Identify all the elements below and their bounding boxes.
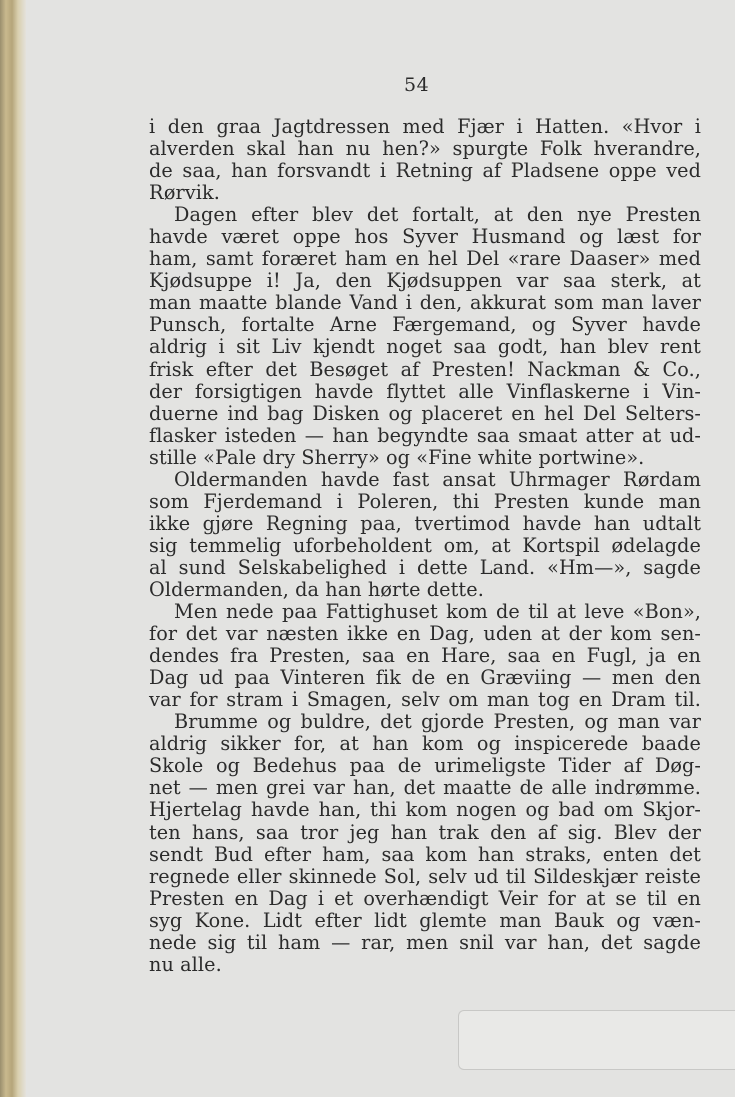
body-text (149, 116, 701, 976)
text-line: Oldermanden havde fast ansat Uhrmager Rørdam (174, 467, 701, 491)
text-line: Skole og Bedehus paa de urimeligste Tider af Døg- (149, 754, 701, 778)
text-line: sendt Bud efter ham, saa kom han straks, enten det (149, 842, 701, 866)
text-line: som Fjerdemand i Poleren, thi Presten kunde man (149, 489, 701, 513)
text-line: Punsch, fortalte Arne Færgemand, og Syver havde (149, 313, 701, 337)
text-line: duerne ind bag Disken og placeret en hel Del Selters- (149, 401, 701, 425)
text-line: Brumme og buldre, det gjorde Presten, og man var (174, 710, 701, 734)
text-line: dendes fra Presten, saa en Hare, saa en Fugl, ja en (149, 644, 701, 668)
text-line: ham, samt foræret ham en hel Del «rare Daaser» med (149, 247, 701, 271)
text-line: sig temmelig uforbeholdent om, at Kortspil ødelagde (149, 533, 701, 557)
text-line: flasker isteden — han begyndte saa smaat atter at ud- (149, 423, 701, 447)
text-line: Rørvik. (149, 181, 220, 205)
text-line: aldrig sikker for, at han kom og inspicerede baade (149, 732, 701, 756)
text-line: stille «Pale dry Sherry» og «Fine white portwine». (149, 445, 645, 469)
library-stamp (458, 1010, 735, 1070)
text-line: frisk efter det Besøget af Presten! Nackman & Co., (149, 357, 701, 381)
text-line: Hjertelag havde han, thi kom nogen og bad om Skjor- (149, 798, 701, 822)
text-line: man maatte blande Vand i den, akkurat som man laver (149, 291, 701, 315)
text-line: havde været oppe hos Syver Husmand og læst for (149, 225, 701, 249)
text-line: ten hans, saa tror jeg han trak den af sig. Blev der (149, 820, 701, 844)
text-line: net — men grei var han, det maatte de alle indrømme. (149, 776, 701, 800)
text-line: nede sig til ham — rar, men snil var han, det sagde (149, 930, 701, 954)
text-line: Kjødsuppe i! Ja, den Kjødsuppen var saa sterk, at (149, 269, 701, 293)
text-line: Presten en Dag i et overhændigt Veir for at se til en (149, 886, 701, 910)
text-line: for det var næsten ikke en Dag, uden at der kom sen- (149, 622, 701, 646)
text-line: ikke gjøre Regning paa, tvertimod havde han udtalt (149, 511, 701, 535)
text-line: regnede eller skinnede Sol, selv ud til Sildeskjær reiste (149, 864, 701, 888)
text-line: syg Kone. Lidt efter lidt glemte man Bauk og væn- (149, 908, 701, 932)
text-line: Dag ud paa Vinteren fik de en Græviing — men den (149, 666, 701, 690)
text-line: der forsigtigen havde flyttet alle Vinflaskerne i Vin- (149, 379, 701, 403)
text-line: Dagen efter blev det fortalt, at den nye Presten (174, 203, 701, 227)
text-line: de saa, han forsvandt i Retning af Pladsene oppe ved (149, 159, 701, 183)
text-line: var for stram i Smagen, selv om man tog en Dram til. (149, 688, 701, 712)
text-line: al sund Selskabelighed i dette Land. «Hm—», sagde (149, 555, 701, 579)
book-spine-edge (0, 0, 26, 1097)
text-line: i den graa Jagtdressen med Fjær i Hatten. «Hvor i (149, 115, 701, 138)
text-line: aldrig i sit Liv kjendt noget saa godt, han blev rent (149, 335, 701, 359)
text-line: nu alle. (149, 952, 222, 976)
text-line: Oldermanden, da han hørte dette. (149, 577, 484, 601)
text-line: Men nede paa Fattighuset kom de til at leve «Bon», (174, 600, 701, 624)
page-number: 54 (404, 74, 430, 96)
book-page (26, 0, 735, 1097)
text-line: alverden skal han nu hen?» spurgte Folk hverandre, (149, 137, 701, 161)
